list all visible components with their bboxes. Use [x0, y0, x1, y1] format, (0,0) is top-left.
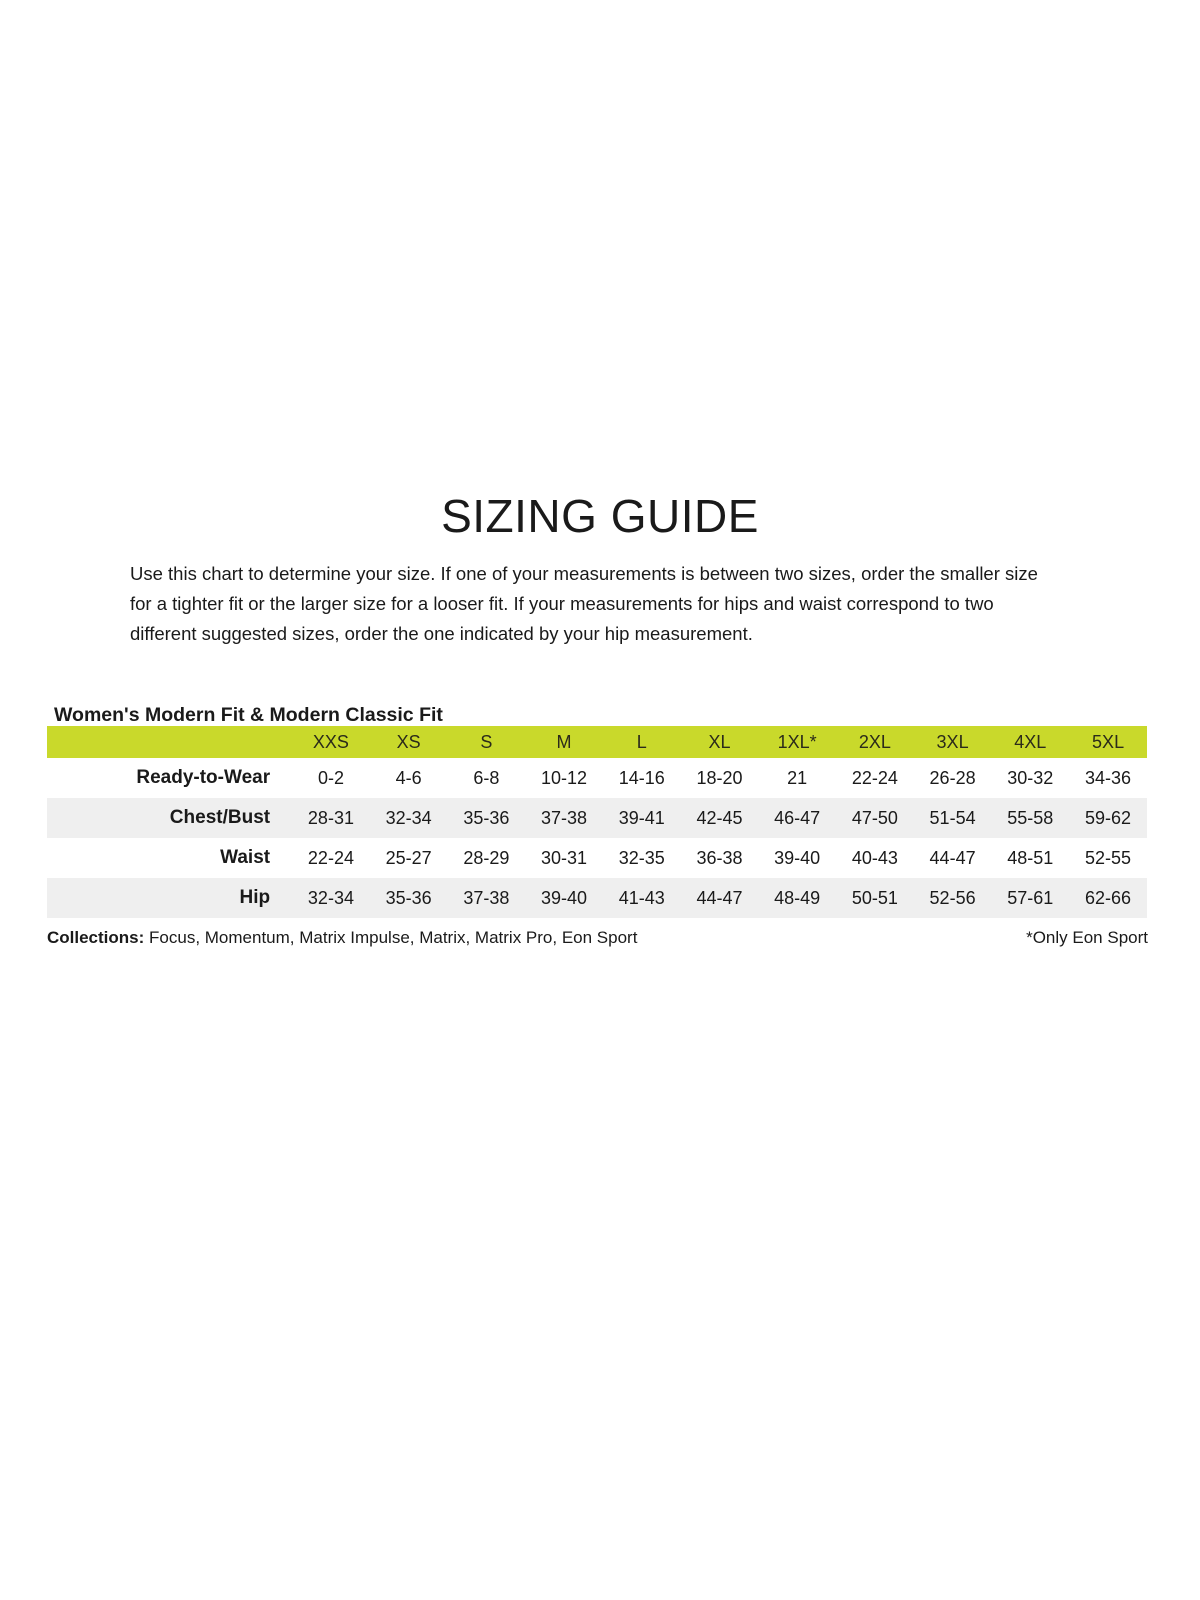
- table-row: [47, 758, 1147, 798]
- table-column-header: L: [603, 726, 681, 758]
- table-column-header: 3XL: [914, 726, 992, 758]
- table-column-header: M: [525, 726, 603, 758]
- table-cell: 46-47: [758, 798, 836, 838]
- table-column-header: XXS: [292, 726, 370, 758]
- table-cell: 10-12: [525, 758, 603, 798]
- table-cell: 37-38: [525, 798, 603, 838]
- table-cell: 37-38: [448, 878, 526, 918]
- table-row-label: Ready-to-Wear: [47, 758, 292, 798]
- table-cell: 51-54: [914, 798, 992, 838]
- table-row: [47, 838, 1147, 878]
- table-cell: 52-56: [914, 878, 992, 918]
- table-row: [47, 878, 1147, 918]
- table-cell: 32-34: [292, 878, 370, 918]
- table-column-header: XL: [681, 726, 759, 758]
- table-cell: 40-43: [836, 838, 914, 878]
- table-column-header: 4XL: [991, 726, 1069, 758]
- table-column-header: S: [448, 726, 526, 758]
- table-cell: 30-32: [991, 758, 1069, 798]
- collections-label: Collections:: [47, 928, 145, 947]
- table-cell: 52-55: [1069, 838, 1147, 878]
- section-heading: Women's Modern Fit & Modern Classic Fit: [54, 704, 443, 727]
- table-cell: 35-36: [448, 798, 526, 838]
- table-cell: 48-51: [991, 838, 1069, 878]
- table-row-label: Hip: [47, 878, 292, 918]
- table-column-header: XS: [370, 726, 448, 758]
- table-cell: 50-51: [836, 878, 914, 918]
- table-cell: 39-40: [758, 838, 836, 878]
- table-column-header: 5XL: [1069, 726, 1147, 758]
- table-cell: 4-6: [370, 758, 448, 798]
- table-row: [47, 798, 1147, 838]
- table-cell: 32-34: [370, 798, 448, 838]
- table-cell: 30-31: [525, 838, 603, 878]
- table-cell: 39-41: [603, 798, 681, 838]
- table-cell: 22-24: [836, 758, 914, 798]
- table-cell: 41-43: [603, 878, 681, 918]
- table-cell: 39-40: [525, 878, 603, 918]
- table-cell: 34-36: [1069, 758, 1147, 798]
- table-cell: 6-8: [448, 758, 526, 798]
- table-header: [47, 726, 1147, 758]
- table-cell: 59-62: [1069, 798, 1147, 838]
- table-column-header: 1XL*: [758, 726, 836, 758]
- table-cell: 32-35: [603, 838, 681, 878]
- table-cell: 36-38: [681, 838, 759, 878]
- table-cell: 48-49: [758, 878, 836, 918]
- table-cell: 26-28: [914, 758, 992, 798]
- table-row-label: Chest/Bust: [47, 798, 292, 838]
- table-cell: 28-31: [292, 798, 370, 838]
- table-cell: 55-58: [991, 798, 1069, 838]
- table-header-row: [47, 726, 1147, 758]
- table-body: [47, 758, 1147, 918]
- intro-paragraph: Use this chart to determine your size. If one of your measurements is between two sizes, order the smaller size for a tighter fit or the larger size for a looser fit. If your measurements for hips and waist correspond to two different suggested sizes, order the one indicated by your hip measurement.: [130, 562, 1038, 644]
- table-cell: 14-16: [603, 758, 681, 798]
- table-cell: 0-2: [292, 758, 370, 798]
- collections-value: Focus, Momentum, Matrix Impulse, Matrix, Matrix Pro, Eon Sport: [149, 928, 638, 947]
- table-corner-cell: [47, 726, 292, 758]
- table-cell: 22-24: [292, 838, 370, 878]
- footnote: *Only Eon Sport: [1026, 928, 1148, 947]
- table-cell: 44-47: [681, 878, 759, 918]
- table-cell: 21: [758, 758, 836, 798]
- table-cell: 42-45: [681, 798, 759, 838]
- table-cell: 44-47: [914, 838, 992, 878]
- page-title: SIZING GUIDE: [441, 489, 759, 542]
- table-cell: 62-66: [1069, 878, 1147, 918]
- sizing-table: [47, 726, 1147, 918]
- table-row-label: Waist: [47, 838, 292, 878]
- table-cell: 28-29: [448, 838, 526, 878]
- collections-line: [47, 928, 637, 948]
- table-column-header: 2XL: [836, 726, 914, 758]
- table-cell: 57-61: [991, 878, 1069, 918]
- table-cell: 35-36: [370, 878, 448, 918]
- table-cell: 47-50: [836, 798, 914, 838]
- table-cell: 18-20: [681, 758, 759, 798]
- table-cell: 25-27: [370, 838, 448, 878]
